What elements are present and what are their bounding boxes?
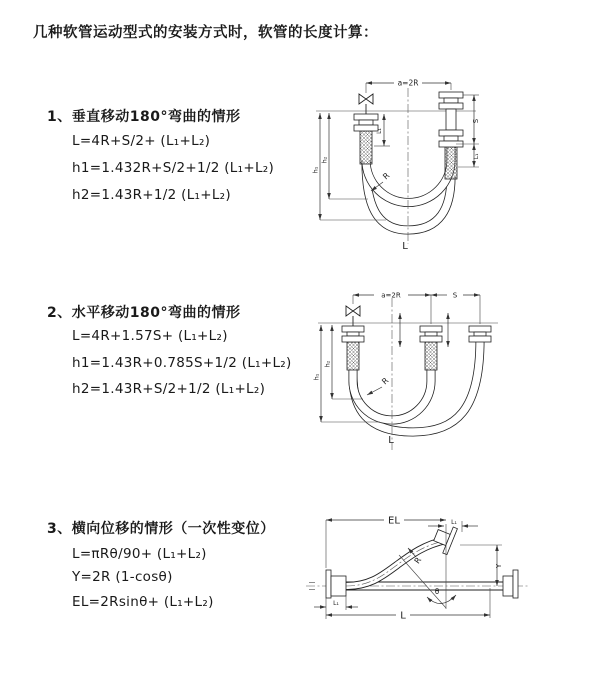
left-flange [354, 114, 378, 131]
right-flange [469, 326, 491, 342]
d1-dim-a2r-label: a=2R [397, 78, 419, 88]
s2-formula-h2: h2=1.43R+S/2+1/2 (L₁+L₂) [72, 381, 266, 397]
diagram-lateral-displacement [298, 498, 598, 648]
d3-dim-l1-bottom-label: L₁ [333, 600, 339, 607]
braid-section [347, 342, 359, 370]
hose-original-position [366, 147, 451, 203]
d1-dim-s-label: S [472, 118, 480, 124]
hose-displaced-position [346, 540, 448, 586]
diagram-horizontal-180-bend [308, 282, 598, 457]
d3-angle-theta-label: θ [434, 587, 440, 596]
d1-radius-label: R [381, 170, 392, 182]
section-2-heading: 2、水平移动180°弯曲的情形 [47, 305, 241, 321]
d3-radius-label: R [412, 555, 424, 566]
s1-formula-h2: h2=1.43R+1/2 (L₁+L₂) [72, 187, 231, 203]
right-flange-upper [439, 92, 463, 109]
s1-formula-L: L=4R+S/2+ (L₁+L₂) [72, 133, 211, 149]
d1-dim-h2-label: h₂ [320, 156, 329, 164]
s2-formula-L: L=4R+1.57S+ (L₁+L₂) [72, 328, 228, 344]
left-flange [342, 326, 364, 342]
d1-dim-l1-right-label: L₁ [473, 153, 480, 160]
page-title: 几种软管运动型式的安装方式时，软管的长度计算： [33, 25, 378, 41]
upper-flange-displaced [431, 522, 458, 555]
d3-dim-y-label: Y [495, 563, 503, 569]
d1-length-label: L [402, 241, 408, 252]
right-pipe [446, 109, 456, 130]
d3-dim-l1-top-label: L₁ [451, 519, 457, 526]
d2-dim-s-label: S [452, 291, 458, 300]
braid-section [360, 131, 372, 164]
s3-formula-Y: Y=2R (1-cosθ) [72, 569, 173, 585]
middle-flange [420, 326, 442, 342]
right-flange-original [503, 570, 518, 598]
braid-section [425, 342, 437, 370]
right-flange-lower [439, 130, 463, 147]
d1-dim-l1-left-label: L₁ [376, 128, 383, 134]
s1-formula-h1: h1=1.432R+S/2+1/2 (L₁+L₂) [72, 160, 275, 176]
d2-radius-label: R [380, 375, 391, 387]
left-flange [326, 570, 346, 598]
s3-formula-L: L=πRθ/90+ (L₁+L₂) [72, 546, 207, 562]
s2-formula-h1: h1=1.43R+0.785S+1/2 (L₁+L₂) [72, 355, 292, 371]
braid-section [445, 147, 457, 179]
d2-dim-a2r-label: a=2R [381, 291, 401, 300]
d2-length-label: L [388, 435, 394, 446]
d1-dim-h1-label: h₁ [311, 166, 320, 174]
d2-dim-h2-label: h₂ [323, 360, 332, 368]
d2-dim-h1-label: h₁ [312, 373, 321, 381]
d3-dim-l-label: L [400, 610, 406, 622]
section-1-heading: 1、垂直移动180°弯曲的情形 [47, 109, 241, 125]
s3-formula-EL: EL=2Rsinθ+ (L₁+L₂) [72, 594, 214, 610]
diagram-vertical-180-bend [308, 68, 598, 256]
d3-dim-el-label: EL [388, 515, 400, 527]
section-3-heading: 3、横向位移的情形（一次性变位） [47, 521, 275, 537]
